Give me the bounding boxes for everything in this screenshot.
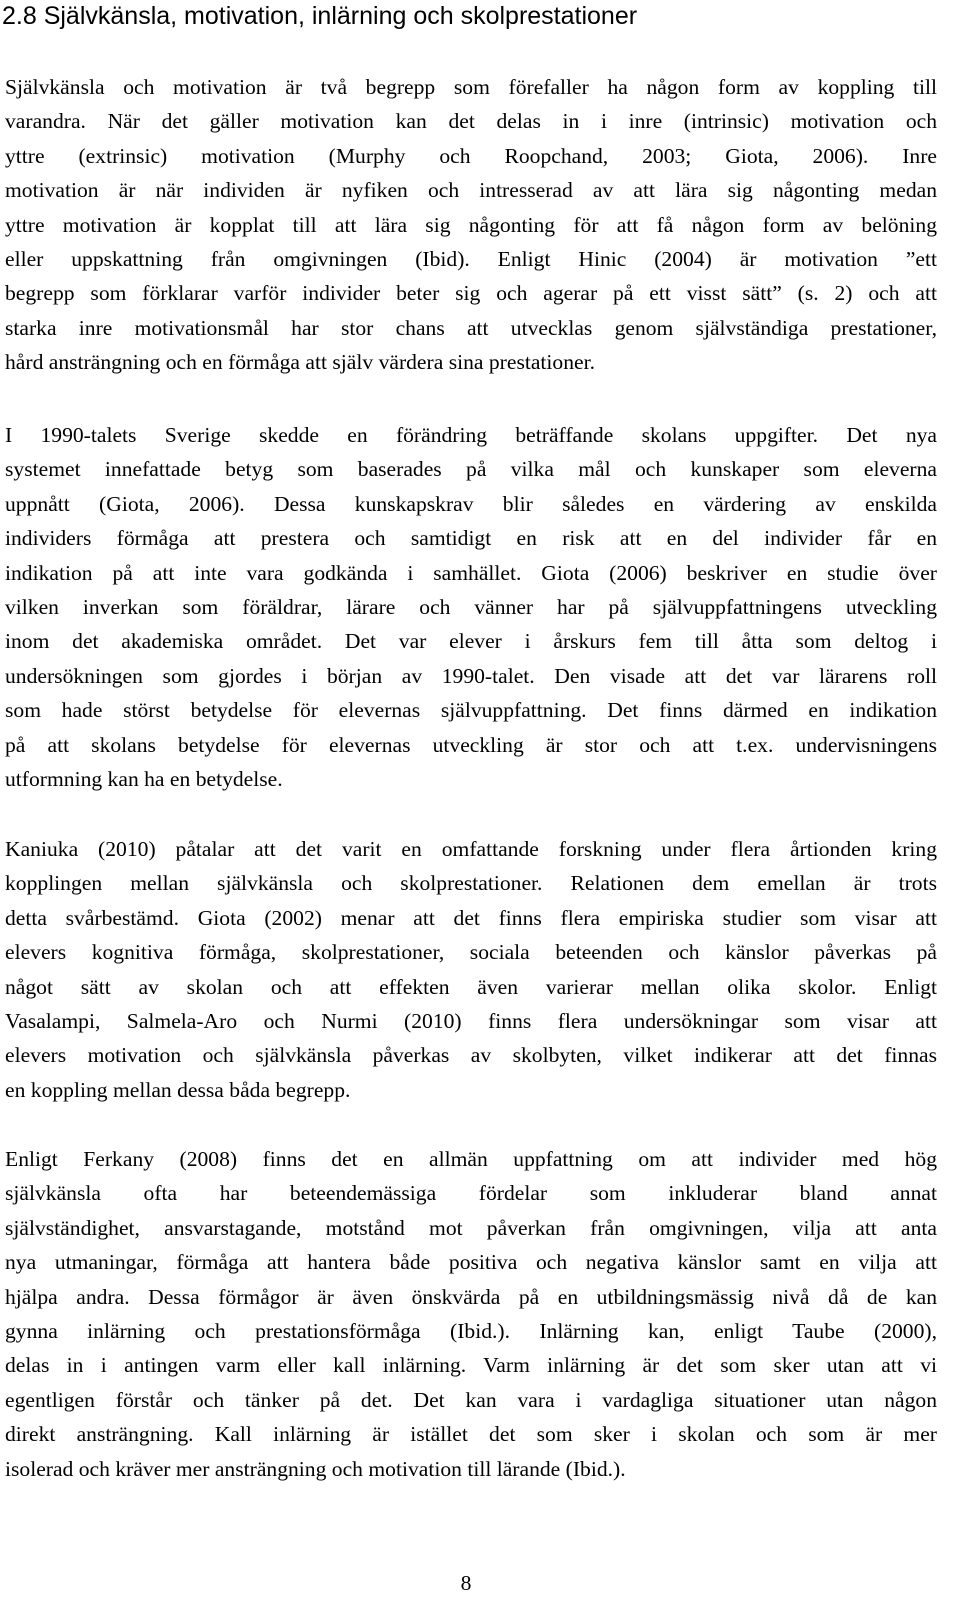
text-line: detta svårbestämd. Giota (2002) menar att det finns flera empiriska studier som visar att [5, 905, 937, 930]
text-line: hård ansträngning och en förmåga att själv värdera sina prestationer. [5, 350, 596, 375]
text-line: vilken inverkan som föräldrar, lärare och vänner har på självuppfattningens utveckling [5, 595, 937, 620]
text-line: eller uppskattning från omgivningen (Ibid). Enligt Hinic (2004) är motivation ”ett [5, 247, 937, 272]
text-line: yttre (extrinsic) motivation (Murphy och Roopchand, 2003; Giota, 2006). Inre [5, 143, 937, 168]
text-line: som hade störst betydelse för elevernas självuppfattning. Det finns därmed en indikation [5, 698, 937, 723]
text-line: direkt ansträngning. Kall inlärning är istället det som sker i skolan och som är mer [5, 1422, 937, 1447]
text-line: I 1990-talets Sverige skedde en förändring beträffande skolans uppgifter. Det nya [5, 423, 937, 447]
text-line: Självkänsla och motivation är två begrepp som förefaller ha någon form av koppling till [5, 75, 937, 99]
text-line: gynna inlärning och prestationsförmåga (Ibid.). Inlärning kan, enligt Taube (2000), [5, 1319, 937, 1344]
text-line: undersökningen som gjordes i början av 1990-talet. Den visade att det var lärarens roll [5, 663, 937, 688]
text-line: inom det akademiska området. Det var elever i årskurs fem till åtta som deltog i [5, 629, 937, 654]
text-line: systemet innefattade betyg som baserades på vilka mål och kunskaper som eleverna [5, 457, 937, 482]
section-heading: 2.8 Självkänsla, motivation, inlärning och skolprestationer [2, 2, 638, 30]
text-line: uppnått (Giota, 2006). Dessa kunskapskrav blir således en värdering av enskilda [5, 491, 937, 516]
paragraph-3 [5, 832, 937, 1107]
text-line: yttre motivation är kopplat till att lära sig någonting för att få någon form av belöning [5, 212, 937, 237]
text-line: hjälpa andra. Dessa förmågor är även önskvärda på en utbildningsmässig nivå då de kan [5, 1284, 937, 1309]
paragraph-1 [5, 70, 937, 380]
text-line: varandra. När det gäller motivation kan det delas in i inre (intrinsic) motivation och [5, 109, 937, 134]
paragraph-4 [5, 1142, 937, 1486]
text-line: motivation är när individen är nyfiken och intresserad av att lära sig någonting medan [5, 178, 937, 203]
text-line: starka inre motivationsmål har stor chans att utvecklas genom självständiga prestationer, [5, 315, 937, 340]
text-line: Enligt Ferkany (2008) finns det en allmän uppfattning om att individer med hög [5, 1147, 937, 1171]
text-line: elevers kognitiva förmåga, skolprestationer, sociala beteenden och känslor påverkas på [5, 940, 937, 965]
text-line: något sätt av skolan och att effekten även varierar mellan olika skolor. Enligt [5, 974, 937, 999]
text-line: nya utmaningar, förmåga att hantera både positiva och negativa känslor samt en vilja att [5, 1250, 937, 1275]
text-line: Kaniuka (2010) påtalar att det varit en omfattande forskning under flera årtionden kring [5, 837, 937, 861]
text-line: självkänsla ofta har beteendemässiga fördelar som inkluderar bland annat [5, 1181, 937, 1206]
text-line: en koppling mellan dessa båda begrepp. [5, 1077, 351, 1102]
text-line: delas in i antingen varm eller kall inlärning. Varm inlärning är det som sker utan att vi [5, 1353, 937, 1378]
page-number: 8 [460, 1571, 472, 1595]
text-line: på att skolans betydelse för elevernas utveckling är stor och att t.ex. undervisningens [5, 732, 937, 757]
text-line: egentligen förstår och tänker på det. Det kan vara i vardagliga situationer utan någon [5, 1387, 937, 1412]
text-line: Vasalampi, Salmela-Aro och Nurmi (2010) finns flera undersökningar som visar att [5, 1009, 937, 1034]
text-line: indikation på att inte vara godkända i samhället. Giota (2006) beskriver en studie över [5, 560, 937, 585]
paragraph-2 [5, 418, 937, 796]
text-line: kopplingen mellan självkänsla och skolprestationer. Relationen dem emellan är trots [5, 871, 937, 896]
text-line: elevers motivation och självkänsla påverkas av skolbyten, vilket indikerar att det finnas [5, 1043, 937, 1068]
text-line: individers förmåga att prestera och samtidigt en risk att en del individer får en [5, 526, 937, 551]
text-line: isolerad och kräver mer ansträngning och motivation till lärande (Ibid.). [5, 1456, 626, 1481]
text-line: utformning kan ha en betydelse. [5, 767, 283, 792]
text-line: begrepp som förklarar varför individer beter sig och agerar på ett visst sätt” (s. 2) och att [5, 281, 937, 306]
text-line: självständighet, ansvarstagande, motstånd mot påverkan från omgivningen, vilja att anta [5, 1215, 937, 1240]
